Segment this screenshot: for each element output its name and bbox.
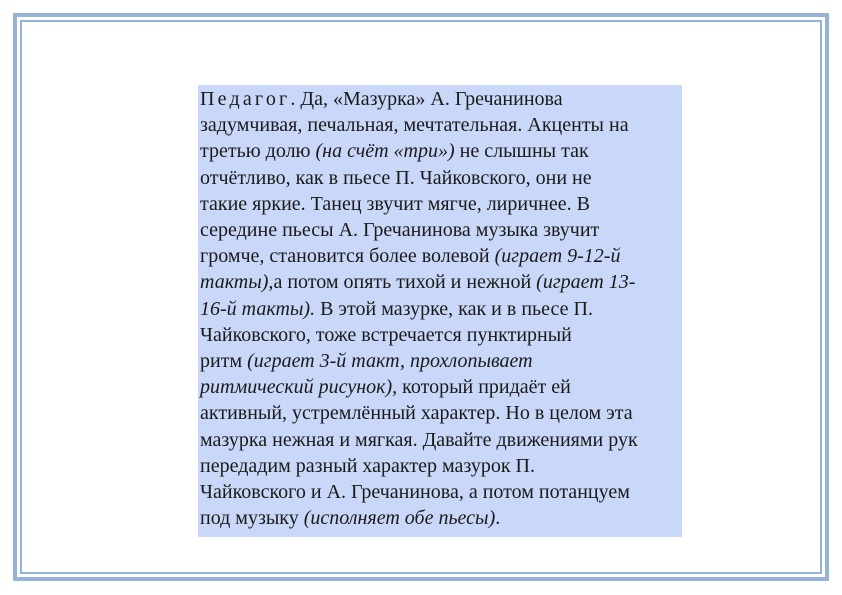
stage-direction: такты), bbox=[200, 271, 274, 294]
stage-direction: (на счёт «три») bbox=[315, 140, 455, 163]
text-line-10: Чайковского, тоже встречается пунктирный bbox=[200, 323, 572, 346]
text-line-7: громче, становится более волевой (играет 9-12-й bbox=[200, 245, 621, 268]
text-line-12: ритмический рисунок), который придаёт ей bbox=[200, 376, 571, 399]
text-line-1: Педагог. Да, «Мазурка» А. Гречанинова bbox=[200, 88, 563, 110]
text-line-8: такты),а потом опять тихой и нежной (играет 13- bbox=[200, 271, 636, 294]
stage-direction: (играет 9-12-й bbox=[494, 245, 621, 268]
text-line-13: активный, устремлённый характер. Но в целом эта bbox=[200, 402, 633, 425]
text-line-2: задумчивая, печальная, мечтательная. Акценты на bbox=[200, 114, 629, 137]
stage-direction: (исполняет обе пьесы) bbox=[303, 507, 496, 530]
text-line-15: передадим разный характер мазурок П. bbox=[200, 454, 535, 477]
text-line-9: 16-й такты). В этой мазурке, как и в пьесе П. bbox=[200, 297, 593, 320]
text-line-6: середине пьесы А. Гречанинова музыка звучит bbox=[200, 219, 600, 242]
dialogue-text-box bbox=[198, 85, 682, 537]
text-line-14: мазурка нежная и мягкая. Давайте движениями рук bbox=[200, 428, 638, 451]
text-line-5: такие яркие. Танец звучит мягче, лиричнее. В bbox=[200, 192, 590, 215]
text-line-16: Чайковского и А. Гречанинова, а потом потанцуем bbox=[200, 481, 630, 504]
stage-direction: 16-й такты). bbox=[200, 297, 316, 320]
stage-direction: ритмический рисунок), bbox=[200, 376, 398, 399]
text-line-11: ритм (играет 3-й такт, прохлопывает bbox=[200, 350, 533, 373]
stage-direction: (играет 3-й такт, прохлопывает bbox=[247, 350, 533, 373]
stage-direction: (играет 13- bbox=[536, 271, 636, 294]
text-line-3: третью долю (на счёт «три») не слышны так bbox=[200, 140, 589, 163]
speaker-label: Педагог bbox=[200, 88, 291, 110]
text-line-17: под музыку (исполняет обе пьесы). bbox=[200, 507, 501, 530]
text-line-4: отчётливо, как в пьесе П. Чайковского, они не bbox=[200, 166, 592, 189]
